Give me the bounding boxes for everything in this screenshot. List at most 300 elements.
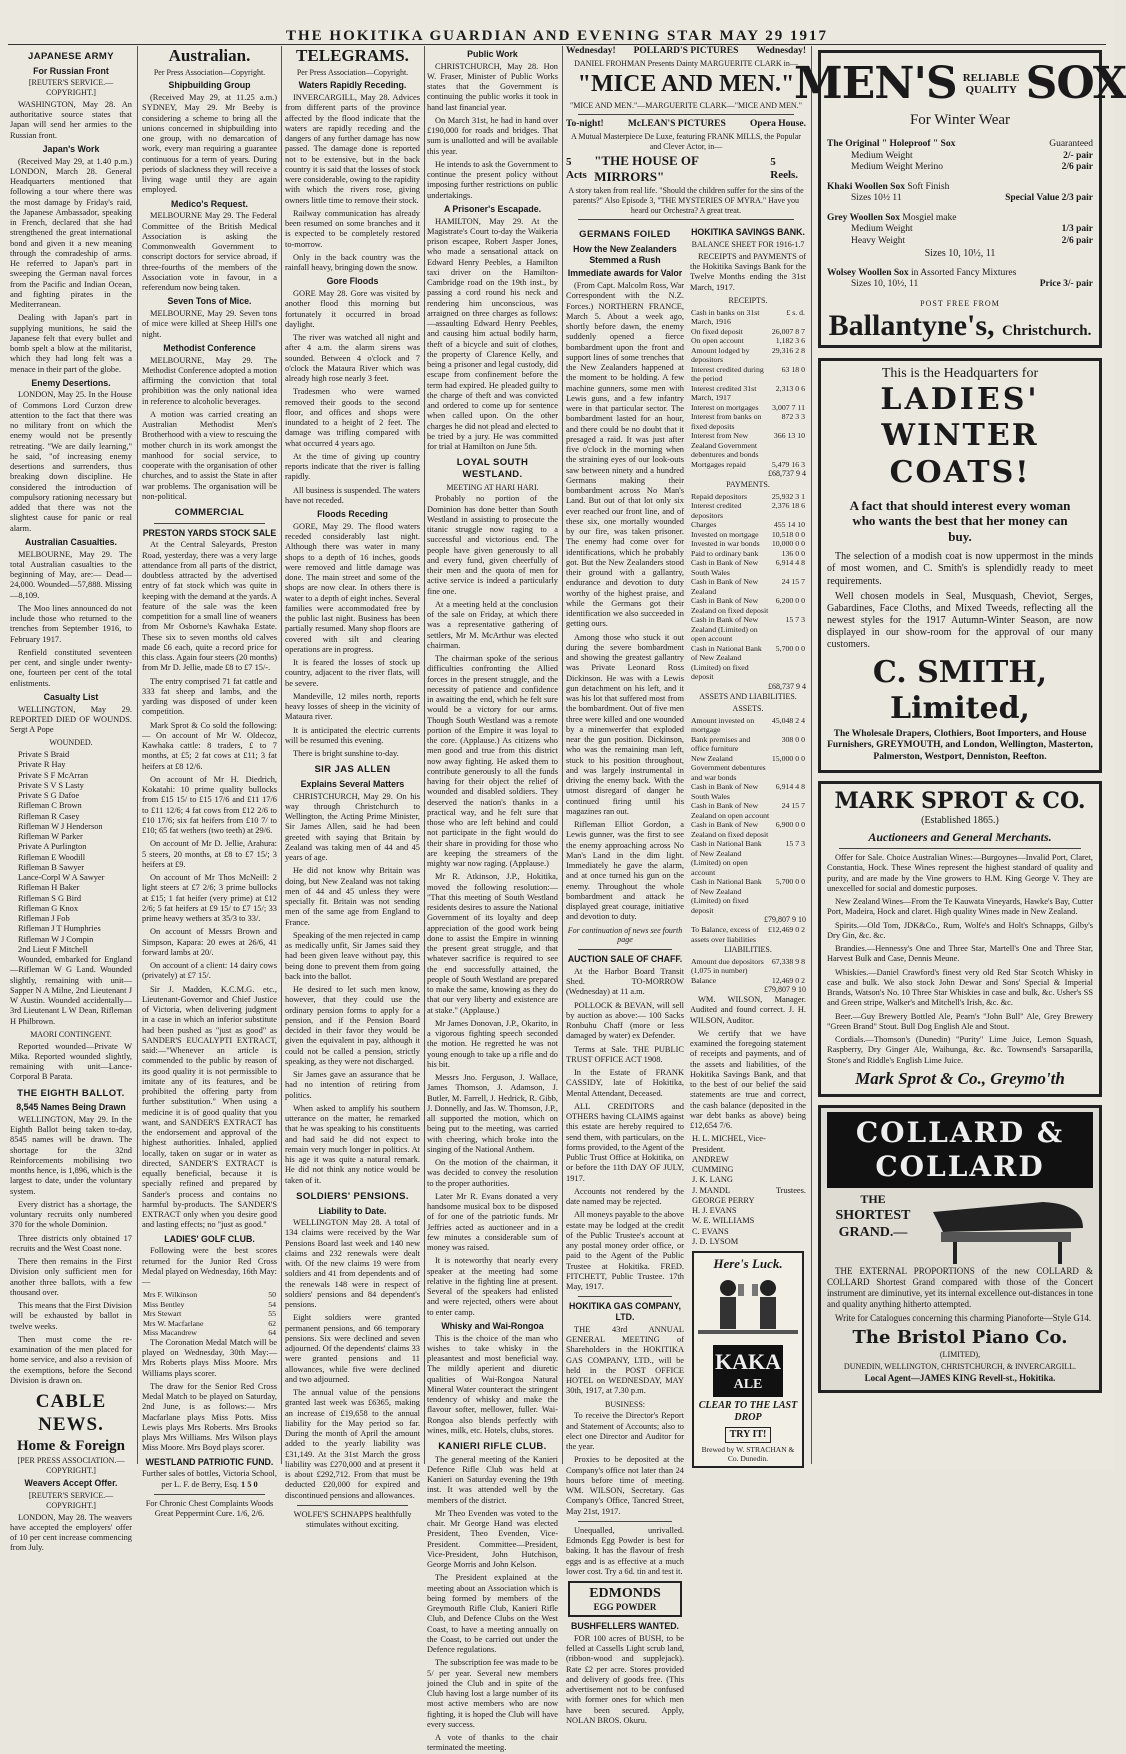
- cell: 6,900 0 0: [775, 820, 805, 830]
- assets-table: [690, 716, 806, 916]
- paragraph: Beer.—Guy Brewery Bottled Ale, Pearn's "John Bull" Ale, Grey Brewery "Green Brand" Stout. Bull Dog English Ale and Stout.: [827, 1011, 1093, 1031]
- list-item: Private A Purlington: [18, 842, 87, 852]
- table-row: [142, 1328, 277, 1338]
- paragraph: New Zealand Wines—From the Te Kauwata Vineyards, Hawke's Bay, Cutter Port, Madeira, Hock and claret. High quality Wines made in New Zealand.: [827, 897, 1093, 917]
- headline: COMMERCIAL: [174, 507, 245, 519]
- column-divider: [811, 46, 812, 1464]
- paragraph: (Received May 29, at 1.40 p.m.) LONDON, March 28. General Headquarters mentioned that following a tour where there was the most damage by Friday's raid, the Japanese Ambassador, speaking in French, declared that she had strengthened the great international bond and given it a new meaning through the comradeship of arms. He referred to Japan's part in sweeping the German naval forces from the Pacific and Indian Ocean, and fighting pirates in the Mediterranean.: [10, 156, 132, 310]
- frohman-line: DANIEL FROHMAN Presents Dainty MARGUERITE CLARK in—: [574, 58, 798, 68]
- subhead: Waters Rapidly Receding.: [298, 80, 407, 91]
- savings-and-kaka: [690, 224, 806, 1729]
- column-3: [285, 46, 420, 1530]
- sox-price: Price 3/- pair: [1039, 279, 1093, 290]
- collard-logo: COLLARD &: [855, 1115, 1065, 1149]
- list-item: Private R Hay: [18, 760, 66, 770]
- paragraph: A vote of thanks to the chair terminated the meeting.: [427, 1733, 558, 1753]
- paragraph: This is the choice of the man who wishes to take whisky in the pleasantest and most beneficial way. The mildly aperient and diuretic qualities of Wai-Rongoa Natural Mineral Water counteract the stringent tendency of whisky and make the flavour softer, mellower, fuller. Wai-Rongoa also blends perfectly with wines, milk, etc. Hotels, clubs, stores.: [427, 1333, 558, 1435]
- paragraph: Following were the best scores returned for the Junior Red Cross Medal played on Wednesday, 16th May:—: [142, 1246, 277, 1287]
- sox-row: [827, 224, 1093, 236]
- subhead: Australian Casualties.: [25, 536, 117, 547]
- trustees-label: Trustees.: [775, 1185, 806, 1195]
- smith-logo: C. SMITH, Limited,: [872, 654, 1048, 727]
- paragraph: HAMILTON, May 29. At the Magistrate's Court to-day the Waikeria prison escapee, Robert Jasper Jones, who made a sensational attack on Edward Henry Peebles, a Hamilton taxi driver on the Hamilton-Cambridge road on the 19th inst., by passing a cord round his neck and rendering him unconscious, was arraigned on three charges as follows:—assaulting Edward Henry Peebles, and causing him actual bodily harm, theft of a bicycle and suit of clothes, the property of Clarence Kelly, and being a prisoner and legal custody, did escape from confinement before the term had expired. He pleaded guilty to the charge of theft and was convicted and ordered to come up for sentence when called upon. On the other charges he did not plead and elected to be tried by a jury. He was committed for trial at Hamilton on June 5th.: [427, 216, 558, 452]
- column-1: [10, 46, 132, 1553]
- table-row: [690, 412, 806, 431]
- table-row: [690, 530, 806, 540]
- bar-text: 5 Acts: [566, 155, 587, 182]
- service-line: [REUTER'S SERVICE.—COPYRIGHT.]: [28, 78, 114, 98]
- headline: LOYAL SOUTH WESTLAND.: [456, 457, 529, 481]
- sox-row: [827, 151, 1093, 163]
- sox-list: [827, 139, 1093, 291]
- paragraph: INVERCARGILL, May 28. Advices from different parts of the province affected by the flood indicate that the waters are rapidly receding and the dangers of any further damage has now passed. The damage done is reported not to be extensive, but in the back country it is said that the losses of stock were considerable, owing to the rapidity with which the rivers rose, giving owners little time to remove their stock.: [285, 93, 420, 205]
- paragraph: The entry comprised 71 fat cattle and 333 fat sheep and lambs, and the yarding was disposed of under keen competition.: [142, 676, 277, 717]
- table-row: [690, 549, 806, 559]
- cell: 24 15 7: [781, 577, 805, 587]
- masthead-title: THE HOKITIKA GUARDIAN AND EVENING STAR MAY 29 1917: [285, 28, 828, 44]
- list-item: W. E. WILLIAMS: [692, 1216, 755, 1226]
- paragraph: He desired to let such men know, however, that they could use the ordinary pension forms to apply for a pension, and if the Pension Board decided in their favor they would be given the equivalent in pay, although it could not be called a pension, strictly speaking, as they were not discharged.: [285, 985, 420, 1066]
- paragraph: The Moo lines announced do not include those who returned to the trenches from September 1916, to February 1917.: [10, 603, 132, 644]
- paragraph: It is noteworthy that nearly every speaker at the meeting had some relative in the fighting line at present. Several of the speakers had enlisted and were rejected, others were about to enter camp.: [427, 1256, 558, 1317]
- paragraph: The subscription fee was made to be 5/ per year. Several new members joined the Club and in spite of the Club having lost a large number of its most active members who are now fighting, it is hoped the Club will have every success.: [427, 1658, 558, 1729]
- table-row: [690, 735, 806, 754]
- reliable-quality: [963, 72, 1020, 96]
- fund-line: [142, 1469, 277, 1490]
- cell: 872 3 3: [781, 412, 805, 422]
- cell: 6,914 4 8: [775, 558, 805, 568]
- paragraph: FOR 100 acres of BUSH, to be felled at Cassells Light scrub land, (ribbon-wood and supplejack). Rate £2 per acre. Stores provided and delivery of goods free. (This advertisement not to be confused with former ones for which men have been secured. Apply, NOLAN BROS. Okuru.: [566, 1633, 684, 1725]
- table-row: [690, 577, 806, 596]
- paragraph: WASHINGTON, May 28. An authoritative source states that Japan will send her armies to the Russian front.: [10, 99, 132, 140]
- paragraph: Among those who stuck it out during the severe bombardment and showing the greatest gallantry was Private Leonard Ross Dickinson. He was with a Lewis gun detachment on his left, and it was his lot that suffered most from the bombardment. Out of five men three were killed and one wounded by a minenwerfer that exploded near the gun position. Dickinson, who was the remaining man left, stuck to his position throughout, and was largely instrumental in driving the enemy back. With the utmost disregard of danger he continued firing until his magazines ran out.: [566, 632, 684, 816]
- sox-sizes: Sizes 10½ 11: [851, 193, 902, 204]
- cell: 24 15 7: [781, 801, 805, 811]
- paragraph: THE 43rd ANNUAL GENERAL MEETING of Shareholders in the HOKITIKA GAS COMPANY, LTD., will be held in the POST OFFICE HOTEL on WEDNESDAY, MAY 30th, 1917, at 7.30 p.m.: [566, 1324, 684, 1396]
- receipts-table: [690, 308, 806, 470]
- paragraph: Dealing with Japan's part in supplying munitions, he said the Japanese felt that every bullet and bomb spelt a blow at the militarist, which they had long felt was a menace in their part of the globe.: [10, 313, 132, 374]
- sox-name: Wolsey Woollen Sox: [827, 267, 909, 278]
- mice-men-sub: "MICE AND MEN."—MARGUERITE CLARK—"MICE AND MEN.": [570, 100, 802, 110]
- table-row: [690, 820, 806, 839]
- paragraph: All business is suspended. The waters have not receded.: [285, 485, 420, 505]
- subhead: HOKITIKA SAVINGS BANK.: [691, 227, 805, 238]
- list-item: H. J. EVANS: [692, 1206, 737, 1216]
- collard-piano-ad: [818, 1105, 1102, 1394]
- bar-text: Opera House.: [750, 119, 806, 130]
- the-text: THE: [860, 1191, 886, 1206]
- paragraph: WELLINGTON May 28. A total of 134 claims were received by the War Pensions Board last week and 140 new claims and 232 renewals were dealt with. Of the new claims 19 were from soldiers and 41 from dependents and of the renewals 148 were in respect of soldiers' pensions and 84 dependent's pensions.: [285, 1218, 420, 1310]
- paragraph: Then must come the re-examination of the men placed for home service, and also a revision of the exemptions, before the Second Division is drawn on.: [10, 1334, 132, 1385]
- pollards-bar: [566, 46, 806, 58]
- rule: [578, 114, 794, 115]
- subhead: A Prisoner's Escapade.: [443, 203, 542, 214]
- sox-header: [793, 57, 1126, 111]
- list-item: Private S G Dafoe: [18, 791, 80, 801]
- paragraph: WM. WILSON, Manager. Audited and found correct. J. H. WILSON, Auditor.: [690, 995, 806, 1025]
- list-item: H. L. MICHEL, Vice-President.: [692, 1134, 766, 1154]
- total: £68,737 9 4: [768, 469, 806, 479]
- paragraph: MELBOURNE May 29. The Federal Committee of the British Medical Association is asking the Commonwealth Government to conscript doctors for service abroad, if three-fourths of the members of the Association vote in favour, in a referendum now being taken.: [142, 211, 277, 293]
- mirrors-sub: A story taken from real life. "Should the children suffer for the sins of the parents?" Also Episode 3, "THE MYSTERIES OF MYRA." Have you heard our Orchestra? A great treat.: [568, 186, 804, 215]
- sox-row: [827, 279, 1093, 291]
- cell: 29,316 2 8: [771, 345, 805, 355]
- subhead: Casualty List: [43, 691, 99, 702]
- rule: [154, 523, 265, 524]
- ballantyne-line: [827, 308, 1093, 342]
- paragraph: All moneys payable to the above estate may be lodged at the credit of the Public Trustee's account at any postal money order office, or paid to the Agent of the Public Trustee at Hokitika. FRED. FITCHETT, Public Trustee. 17th May, 1917.: [566, 1210, 685, 1292]
- list-item: Rifleman J T Humphries: [18, 924, 101, 934]
- masthead-rule: [8, 44, 1106, 45]
- cell: On fixed deposit: [691, 326, 743, 336]
- collard-body: [827, 1192, 1093, 1266]
- cell: Mrs W. Macfarlane: [143, 1318, 204, 1328]
- label: MAORI CONTINGENT.: [30, 1029, 112, 1039]
- cell: 15 7 3: [785, 839, 805, 849]
- cell: 15 7 3: [785, 615, 805, 625]
- paragraph: GORE May 28. Gore was visited by another flood this morning but fortunately it occurred in broad daylight.: [285, 289, 420, 329]
- sox-weight: Medium Weight Merino: [851, 162, 943, 173]
- paragraph: MELBOURNE, May 29. The total Australian casualties to the beginning of May, are:— Dead—24,000. Wounded—57,888. Missing—8,109.: [10, 549, 132, 600]
- telegrams-heading: TELEGRAMS.: [296, 46, 409, 65]
- table-row: [690, 957, 806, 976]
- label: MEETING AT HARI HARI.: [446, 482, 539, 492]
- hq-line: This is the Headquarters for: [881, 365, 1039, 381]
- cell: 63 18 0: [781, 364, 805, 374]
- cell: Amount invested on mortgage: [691, 715, 755, 735]
- subhead: PRESTON YARDS STOCK SALE: [142, 527, 277, 538]
- bristol-limited: (LIMITED),: [939, 1349, 981, 1359]
- cell: Cash in Bank of New South Wales: [691, 782, 759, 801]
- paragraph: ALL CREDITORS and OTHERS having CLAIMS against this estate are hereby required to send them, with particulars, on the forms provided, to the Agent of the Public Trust Office at Hokitika, on or before the 11th DAY OF JULY, 1917.: [566, 1101, 684, 1183]
- cell: 64: [268, 1328, 276, 1338]
- paragraph: Accounts not rendered by the date named may be rejected.: [566, 1186, 684, 1207]
- table-row: [690, 336, 806, 346]
- paragraph: There then remains in the First Division only sufficient men for another three ballots, with a few thousand over.: [10, 1257, 132, 1297]
- paragraph: MELBOURNE, May 29. Seven tons of mice were killed at Sheep Hill's one night.: [142, 309, 277, 339]
- paragraph: RECEIPTS and PAYMENTS of the Hokitika Savings Bank for the Twelve Months ending the 31st March, 1917.: [690, 251, 806, 292]
- paragraph: The chairman spoke of the serious difficulties confronting the Allied forces in the present struggle, and the necessity of patience and confidence in awaiting the end, which he felt sure would be a victory for our arms. Though South Westland was a remote portion of the Empire it was loyal to the core. (Applause.) As citizens who men good and true from this district now away fighting. He asked them to contribute generously to all the funds having for their object the relief of wounded and disabled soldiers. They deserved the nation's thanks in a practical way, and he felt sure that those who are left behind and could not participate in the fight would do their share in providing for those who are keeping the streamers of the mighty war now raging. (Applause.): [427, 654, 558, 869]
- subhead: Shipbuilding Group: [168, 80, 251, 91]
- paragraph: LONDON, May 28. The weavers have accepted the employers' offer of 10 per cent increase commencing from July.: [10, 1512, 132, 1553]
- paragraph: Spirits.—Old Tom, JDK&Co., Rum, Wolfe's and Holt's Schnapps, Gilby's Dry Gin, &c. &c.: [827, 920, 1093, 940]
- paragraph: Proxies to be deposited at the Company's office not later than 24 hours before time of meeting. WM. WILSON, Secretary. Gas Company's Office, Tancred Street, May 21st, 1917.: [566, 1455, 684, 1516]
- subhead: Japan's Work: [42, 143, 100, 154]
- cell: Invested in war bonds: [691, 539, 760, 549]
- sox-weight: Medium Weight: [851, 150, 913, 161]
- table-row: [690, 431, 806, 460]
- column-4: [427, 46, 558, 1753]
- paragraph: He intends to ask the Government to continue the present policy without imposing further restrictions on public undertakings.: [427, 159, 558, 200]
- casualty-names: [10, 750, 132, 955]
- table-row: [690, 754, 806, 783]
- table-row: [690, 925, 806, 944]
- subhead: Medico's Request.: [171, 198, 248, 209]
- list-item: Private S Braid: [18, 750, 70, 760]
- paragraph: The Coronation Medal Match will be played on Wednesday, 30th May:— Mrs Roberts plays Miss Moore. Mrs Williams plays scorer.: [142, 1337, 277, 1378]
- list-item: GEORGE PERRY: [692, 1195, 755, 1205]
- reliable-text: RELIABLE: [962, 71, 1020, 84]
- label: LIABILITIES.: [724, 945, 772, 955]
- cell: Mrs Stewart: [143, 1309, 182, 1319]
- table-row: [690, 520, 806, 530]
- sox-price: 2/6 pair: [1061, 236, 1093, 247]
- paragraph: GORE, May 29. The flood waters receded considerably last night. Although there was water in many shops to a depth of 16 inches, goods were removed and little damage was done. The main street and some of the shops are now clear. In others there is water to a depth of eight inches. Several families were accommodated free by the public last night. Business has been partially resumed. Many shop floors are covered with silt and clearing operations are in progress.: [285, 521, 420, 654]
- paragraph: Well chosen models in Seal, Musquash, Cheviot, Serges, Gabardines, Face Cloths, and Mixed Tweeds, reflecting all the newest styles for the 1917 Autumn-Winter Season, are now displayed in our show-room for the approval of our many customers.: [827, 590, 1093, 651]
- list-item: J. D. LYSOM: [692, 1236, 739, 1246]
- paragraph: Sir J. Madden, K.C.M.G. etc., Lieutenant-Governor and Chief Justice of Victoria, when delivering judgment in a case in which an inferior substitute had been pushed as "just as good" as SANDER'S EUCALYPTI EXTRACT, said:—"Whenever an article is commended to the public by reason of its good quality it is not permissible to imitate any of its features, and be prohibited the offering party from further substitution." When using a medicine it is of good quality that you want, and SANDER'S EXTRACT has the endorsement and approval of the highest authorities. Inhaled, applied locally, taken on sugar or in water as directed, SANDER'S EXTRACT is equally beneficial, because it is specially refined and prepared by Sander's process and contains no harmful by-products. The SANDER'S EXTRACT only when you desire good and lasting effects; no "just as good.": [142, 984, 277, 1230]
- cell: Invested on mortgage: [691, 529, 759, 539]
- cell: 12,469 0 2: [771, 975, 805, 985]
- cell: 62: [268, 1318, 276, 1328]
- sox-name: Khaki Woollen Sox: [827, 181, 905, 192]
- paragraph: Eight soldiers were granted permanent pensions, and 66 temporary pensions. Six were declined and seven adjourned. Of the dependents' claims 33 were granted pensions and 11 allowances, while five were declined and two adjourned.: [285, 1313, 420, 1384]
- paragraph: The draw for the Senior Red Cross Medal Match to be played on Saturday, 2nd June, is as follows:— Mrs Macfarlane plays Miss Potts. Miss Lewis plays Mrs Roberts. Mrs Brooks plays Mrs Williams. Mrs Wilson plays Miss Moore. Mrs Boyd plays scorer.: [142, 1381, 277, 1453]
- subhead: 8,545 Names Being Drawn: [16, 1102, 126, 1113]
- kaka-ale-ad: [692, 1251, 804, 1468]
- winter-coats-ad: [818, 358, 1102, 773]
- sox-price: 2/6 pair: [1061, 162, 1093, 173]
- kaka-logo: KAKA: [715, 1349, 781, 1375]
- paragraph: Only in the back country was the rainfall heavy, bringing down the snow.: [285, 252, 420, 273]
- collard-logo: COLLARD: [875, 1149, 1045, 1183]
- cell: 308 0 0: [781, 734, 805, 744]
- sox-note: Soft Finish: [907, 181, 950, 192]
- cell: Cash in National Bank of New Zealand (Limited) on open account: [691, 839, 762, 877]
- column-divider: [424, 46, 425, 1464]
- label: PAYMENTS.: [726, 479, 770, 489]
- cell: To Balance, excess of assets over liabilities: [691, 925, 759, 944]
- subhead: BUSHFELLERS WANTED.: [570, 1621, 679, 1632]
- bar-text: Wednesday!: [566, 46, 616, 56]
- cell: Interest on mortgages: [691, 402, 759, 412]
- subhead: Weavers Accept Offer.: [24, 1478, 118, 1489]
- list-item: Rifleman S G Bird: [18, 893, 82, 903]
- sox-weight: Heavy Weight: [851, 236, 906, 247]
- headline: GERMANS FOILED: [579, 229, 671, 241]
- continuation-note: For continuation of news see fourth page: [567, 925, 683, 945]
- paragraph: Wounded, embarked for England—Rifleman W G Land. Wounded slightly, remaining with unit—Sapper N A Milne, 2nd Lieutenant J W Austin. Wounded accidentally—3rd Lieutenant L W Dean, Rifleman H Philbrown.: [10, 955, 132, 1026]
- established-line: (Established 1865.): [921, 815, 999, 827]
- sox-name: Grey Woollen Sox: [827, 212, 901, 223]
- schnapps-ad: WOLFE'S SCHNAPPS healthfully stimulates without exciting.: [293, 1509, 412, 1530]
- rule: [297, 1505, 408, 1506]
- paragraph: Mr Theo Evenden was voted to the chair. Mr George Hand was elected President, Theo Evenden, Vice-President. Committee—President, Vice-President, John Hutchison, George Morris and John Kelson.: [427, 1508, 558, 1570]
- paragraph: It is feared the losses of stock up country, adjacent to the river flats, will be severe.: [285, 658, 420, 688]
- sox-row: [827, 268, 1093, 280]
- cell: Cash in Bank of New Zealand (Limited) on open account: [691, 615, 759, 644]
- cell: 26,007 8 7: [771, 326, 805, 336]
- collard-banner: [827, 1112, 1093, 1188]
- subhead: Immediate awards for Valor: [567, 268, 683, 279]
- subhead: LADIES' GOLF CLUB.: [164, 1233, 255, 1244]
- table-row: [142, 1290, 277, 1300]
- sox-note: Guaranteed: [1049, 138, 1093, 149]
- cell: 5,700 0 0: [775, 877, 805, 887]
- sox-price: 1/3 pair: [1061, 224, 1093, 235]
- cell: 5,700 0 0: [775, 643, 805, 653]
- cell: Balance: [691, 975, 717, 985]
- paragraph: This means that the First Division will be exhausted by ballot in twelve weeks.: [10, 1301, 132, 1331]
- bristol-logo: The Bristol Piano Co.: [852, 1326, 1068, 1348]
- bar-text: 5 Reels.: [770, 155, 799, 182]
- cell: Cash in banks on 31st March, 1916: [691, 307, 760, 327]
- paragraph: Messrs Jno. Ferguson, J. Wallace, James Thomson, J. Adamson, J. Butler, M. Farrell, J. Hedrick, R. Gibb, J. Donnelly, and Jas. W. Thomson, J.P., all supported the motion, which on being put to the meeting, was carried with cheering, which broke into the singing of the National Anthem.: [427, 1073, 558, 1154]
- edmonds-sub: EGG POWDER: [593, 1602, 657, 1613]
- column-5: [566, 46, 806, 1725]
- balance-table: [690, 925, 806, 944]
- list-item: J. MANDL: [692, 1185, 731, 1195]
- paragraph: Terms at Sale. THE PUBLIC TRUST OFFICE ACT 1908.: [566, 1044, 684, 1064]
- sox-row: [827, 182, 1093, 194]
- post-free: POST FREE FROM: [920, 298, 1000, 308]
- paragraph: At the time of giving up country reports indicate that the river is falling rapidly.: [285, 451, 420, 482]
- subhead: Enemy Desertions.: [31, 377, 111, 388]
- mice-men-title: "MICE AND MEN.": [577, 71, 795, 98]
- paragraph: THE EXTERNAL PROPORTIONS of the new COLLARD & COLLARD Shortest Grand compared with those of the Concert instrument are diminutive, yet its internal excellence out-distances in tone and quality anything hitherto attempted.: [827, 1265, 1093, 1309]
- sprot-heading: MARK SPROT & CO.: [834, 787, 1086, 814]
- paragraph: CHRISTCHURCH, May 29. On his way through Christchurch to Wellington, the Acting Prime Minister, Sir James Allen, said he had been greeted with saying that Britain by Zealand was taking men of 44 and 45 years of age.: [285, 791, 420, 863]
- ale-logo: ALE: [733, 1377, 763, 1393]
- sox-row: [827, 139, 1093, 151]
- paragraph: Reported wounded—Private W Mika. Reported wounded slightly, remaining with unit—Lance-Corporal B Parata.: [10, 1041, 132, 1082]
- rule: [578, 1296, 672, 1297]
- paragraph: Later Mr R. Evans donated a very handsome musical box to be disposed of for one of the patriotic funds. Mr Jeffries acted as auctioneer and in a few minutes a considerable sum of money was raised.: [427, 1191, 558, 1253]
- paragraph: Mandeville, 12 miles north, reports heavy losses of sheep in the vicinity of Mataura river.: [285, 691, 420, 722]
- paragraph: On account of Mr Thos McNeill: 2 light steers at £7 2/6; 3 prime bullocks at £15; 1 fat heifer (very prime) at £12 2/6; 5 fat heifers at £9 15/ to £7 15/; 33 prime heavy wethers at 35/3 to 33/.: [142, 873, 277, 924]
- cell: Interest credited during the period: [691, 364, 764, 384]
- shortest-text: SHORTEST: [835, 1207, 911, 1223]
- mark-sprot-ad: [818, 781, 1102, 1097]
- list-item: Rifleman E Woodill: [18, 852, 86, 862]
- sox-sizes: Sizes 10, 10½, 11: [851, 279, 919, 290]
- paragraph: To receive the Director's Report and Statement of Accounts; also to elect one Director and Auditor for the year.: [566, 1411, 684, 1452]
- paragraph: Three districts only obtained 17 recruits and the West Coast none.: [10, 1233, 132, 1253]
- table-row: [690, 384, 806, 403]
- cell: 5,479 16 3: [771, 459, 805, 469]
- subhead: Gore Floods: [326, 276, 379, 287]
- cell: Interest from New Zealand Government debentures and bonds: [691, 431, 759, 460]
- rule: [154, 1494, 265, 1495]
- total: £79,807 9 10: [764, 915, 806, 925]
- list-item: 2nd Lieut F Mitchell: [18, 944, 88, 954]
- chest-ad: For Chronic Chest Complaints Woods Great Peppermint Cure. 1/6, 2/6.: [145, 1498, 274, 1519]
- cell: 6,914 4 8: [775, 782, 805, 792]
- paragraph: The general meeting of the Kanieri Defence Rifle Club was held at Kanieri on Saturday evening the 19th inst. It was attended well by the members of the district.: [427, 1454, 558, 1505]
- sox-row: [827, 162, 1093, 174]
- sox-price: 2/- pair: [1063, 150, 1093, 161]
- paragraph: At the Harbor Board Transit Shed. TO-MORROW (Wednesday) at 11 a.m.: [566, 966, 684, 997]
- cell: £ s. d.: [786, 307, 805, 317]
- cell: Cash in National Bank of New Zealand (Limited) on fixed deposit: [691, 643, 762, 682]
- edmonds-ad: [568, 1581, 682, 1617]
- column-divider: [281, 46, 282, 1464]
- paragraph: It is anticipated the electric currents will be resumed this evening.: [285, 725, 420, 745]
- subhead: Methodist Conference: [163, 342, 256, 353]
- two-col-block: [566, 224, 806, 1729]
- cell: Cash in National Bank of New Zealand (Limited) on fixed deposit: [691, 877, 762, 915]
- paragraph: LONDON, May 25. In the House of Commons Lord Curzon drew attention to the fact that there was no military front on which the enemy would not be presently retreating. "We are daily learning," he said, "of increasing enemy desertions and surrenders, thus breaking down discipline. He considered the introduction of compulsory rationing necessary but added that there was not the slightest cause for panic or real alarm.: [10, 390, 132, 533]
- paragraph: On the motion of the chairman, it was decided to convey the resolution to the proper authorities.: [427, 1158, 558, 1188]
- cell: Amount due depositors (1,075 in number): [691, 956, 764, 976]
- bar-text: McLEAN'S PICTURES: [627, 119, 726, 130]
- coats-fact: A fact that should interest every woman who wants the best that her money can buy.: [849, 497, 1071, 545]
- paragraph: Every district has a shortage, the voluntary recruits only numbered 370 for the whole Dominion.: [10, 1199, 132, 1230]
- paragraph: POLLOCK & BEVAN, will sell by auction as above:— 100 Sacks Ronbuhu Chaff (more or less damaged by water) ex Defender.: [566, 1000, 684, 1041]
- table-row: [690, 492, 806, 502]
- rule: [839, 848, 1081, 849]
- ballantyne-logo: Ballantyne's,: [828, 308, 995, 342]
- table-row: [690, 365, 806, 384]
- shortest-grand: [827, 1192, 919, 1241]
- service-line: [REUTER'S SERVICE.—COPYRIGHT.]: [28, 1491, 114, 1510]
- list-item: Rifleman H Baker: [18, 883, 80, 893]
- list-item: Rifleman G Knox: [18, 903, 79, 913]
- mcleans-bar: [566, 119, 806, 131]
- sprot-footer: Mark Sprot & Co., Greymo'th: [855, 1068, 1065, 1088]
- paragraph: Railway communication has already been resumed on some branches and it is expected to be completely restored to-morrow.: [285, 208, 420, 249]
- cell: 366 13 10: [773, 431, 805, 441]
- paragraph: Probably no portion of the Dominion has done better than South Westland in assisting to prosecute the titanic struggle now raging to a successful and victorious end. The people have given generously to all and every fund, given cheerfully of their men and the quota of men for active service is indeed a particularly fine one.: [427, 494, 558, 596]
- headline: KANIERI RIFLE CLUB.: [438, 1441, 547, 1453]
- cell: 2,376 18 6: [771, 501, 805, 511]
- paragraph: On account of Mr D. Jellie, Arahura: 5 steers, 20 months, at £8 to £7 15/; 3 heifers at £9.: [142, 839, 277, 869]
- bar-text: Wednesday!: [756, 46, 806, 56]
- headline: JAPANESE ARMY: [28, 51, 114, 62]
- cell: Interest from banks on fixed deposits: [691, 412, 762, 431]
- cell: Charges: [691, 520, 717, 530]
- paragraph: Tradesmen who were warned removed their goods to the second floor, and offices and shops were inundated to a height of 2 feet. The damage was trifling compared with what occurred 4 years ago.: [285, 387, 420, 448]
- paragraph: There is bright sunshine to-day.: [293, 749, 399, 759]
- list-item: Rifleman R Casey: [18, 811, 80, 821]
- service-line: [PER PRESS ASSOCIATION.—COPYRIGHT.]: [17, 1455, 125, 1475]
- paragraph: Offer for Sale. Choice Australian Wines:—Burgoynes—Invalid Port, Claret, Constantia, Hock. These Wines represent the highest standard of quality and purity, and are made by the Vine growers to H.M. King George V. They are unexcelled for social and domestic purposes.: [827, 853, 1093, 893]
- cell: 6,200 0 0: [775, 596, 805, 606]
- ballantyne-city: Christchurch.: [1002, 322, 1092, 339]
- list-item: Rifleman B Sawyer: [18, 862, 85, 872]
- rule: [578, 1521, 672, 1522]
- headline: SOLDIERS' PENSIONS.: [296, 1190, 409, 1202]
- subhead: HOKITIKA GAS COMPANY, LTD.: [569, 1301, 681, 1323]
- cell: 136 0 0: [781, 548, 805, 558]
- subhead: For Russian Front: [33, 65, 109, 76]
- paragraph: Rifleman Elliot Gordon, a Lewis gunner, was the first to see the enemy approaching across No Man's Land in the dim light. Immediately he gave the alarm, and at once turned his gun on the enemy. Throughout the whole bombardment and attack he displayed great courage, initiative and devotion to duty.: [566, 820, 684, 922]
- cell: 1,182 3 6: [775, 336, 805, 346]
- paragraph: Mr R. Atkinson, J.P., Hokitika, moved the following resolution:— "That this meeting of South Westland residents desires to assure the National Government of its loyalty and deep appreciation of the good work being done to assist the Empire in winning the present great struggle, and that whatever sacrifice is required to see the end successfully attained, the people of South Westland are prepared to make the same, knowing as they do that our very liberty and existence are at stake." (Applause.): [427, 872, 558, 1015]
- cell: Cash in Bank of New South Wales: [691, 558, 759, 577]
- table-row: [690, 460, 806, 470]
- list-item: Rifleman C Brown: [18, 801, 82, 811]
- sox-price: Special Value 2/3 pair: [1005, 193, 1093, 204]
- auctioneers-line: Auctioneers and General Merchants.: [868, 829, 1052, 844]
- paragraph: On account of Messrs Brown and Simpson, Kapara: 20 ewes at 26/6, 41 forward lambs at 20/.: [142, 927, 277, 957]
- paragraph: WELLINGTON, May 29. In the Eighth Ballot being taken to-day, 8545 names will be drawn. The shortage for the 32nd Reinforcements mobilising two months hence, is 1,896, which is the largest to date, under the voluntary system.: [10, 1114, 132, 1196]
- table-row: [690, 877, 806, 915]
- cell: Repaid depositors: [691, 491, 748, 501]
- paragraph: At a meeting held at the conclusion of the sale on Friday, at which there was a representative gathering of settlers, Mr M. McArthur was elected chairman.: [427, 599, 558, 650]
- grand-text: GRAND.—: [838, 1224, 908, 1240]
- subhead: Floods Receding: [317, 509, 388, 520]
- list-item: J. K. LANG: [692, 1175, 733, 1185]
- paragraph: On account of Mr H. Diedrich, Kokatahi: 10 prime quality bullocks from £15 15/ to £15 17/6 and £11 17/6 to £11 12/6; 4 fat cows from £12 2/6 to £10 17/6; six fat heifers from £10 7/ to £10; 65 fat wethers (two teeth) at 29/6.: [142, 774, 277, 836]
- service-line: Per Press Association—Copyright.: [296, 67, 409, 77]
- cell: 54: [268, 1299, 276, 1309]
- cell: 50: [268, 1290, 276, 1300]
- paragraph: The annual value of the pensions granted last week was £6365, making an increase of £19,658 to the annual liability for the May period so far. During the month of April the amount added to the yearly liability was £31,149. At the 31st March the gross liability was £270,000 and at present it is about £292,712. From that must be deducted £20,000 for expired and discontinued pensions and allowances.: [285, 1388, 420, 1500]
- label: BUSINESS:: [604, 1399, 645, 1409]
- cell: 15,000 0 0: [771, 753, 805, 763]
- try-it-badge: TRY IT!: [725, 1427, 772, 1443]
